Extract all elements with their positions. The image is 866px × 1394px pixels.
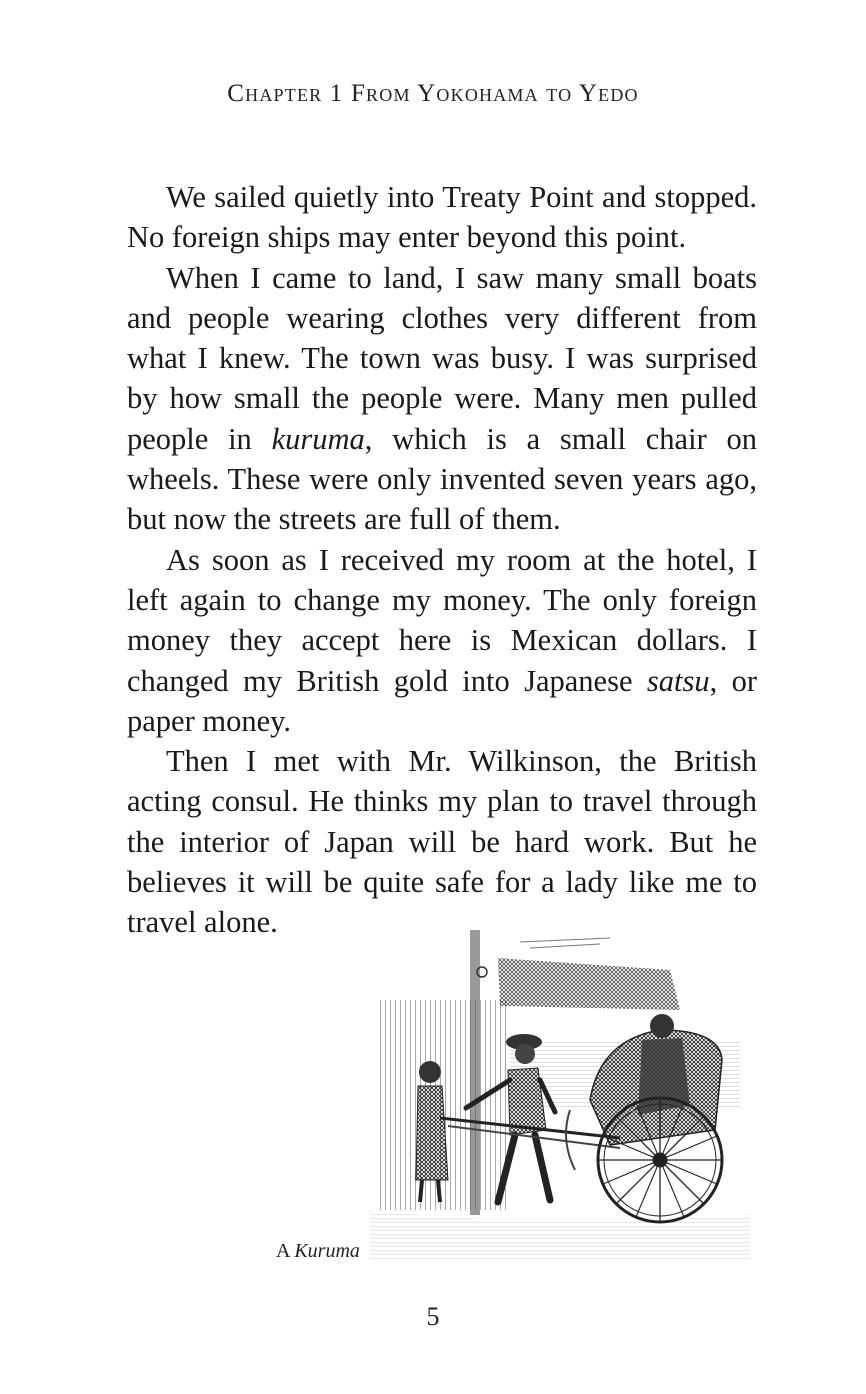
kuruma-engraving bbox=[370, 930, 752, 1260]
figure-caption bbox=[276, 1240, 360, 1263]
paragraph-2-start: When I came to land, I saw many small boats and people wearing clothes very different from what I knew. The town was busy. I was surprised by how small the people were. Many men pulled people in bbox=[127, 260, 757, 456]
term-kuruma: kuruma bbox=[271, 421, 365, 456]
paragraph-2-end: , which is a small chair on wheels. These were only invented seven years ago, but now the streets are full of them. bbox=[127, 421, 757, 537]
paragraph-3-end: , or paper money. bbox=[127, 663, 757, 738]
roof bbox=[498, 958, 680, 1010]
carriage-wheel bbox=[598, 1098, 722, 1222]
paragraph-4: Then I met with Mr. Wilkinson, the British acting consul. He thinks my plan to travel through the interior of Japan will be hard work. But he believes it will be quite safe for a lady like me to travel alone. bbox=[127, 744, 757, 940]
term-satsu: satsu bbox=[646, 663, 710, 698]
paragraph-2 bbox=[127, 258, 757, 540]
body-text bbox=[127, 177, 757, 943]
paragraph-3 bbox=[127, 540, 757, 741]
caption-term: Kuruma bbox=[294, 1240, 360, 1262]
paragraph-3-start: As soon as I received my room at the hotel, I left again to change my money. The only foreign money they accept here is Mexican dollars. I changed my British gold into Japanese bbox=[127, 542, 757, 698]
running-head: Chapter 1 From Yokohama to Yedo bbox=[227, 80, 639, 107]
caption-prefix: A bbox=[276, 1240, 290, 1262]
page-number: 5 bbox=[426, 1302, 440, 1331]
paragraph-1: We sailed quietly into Treaty Point and stopped. No foreign ships may enter beyond this point. bbox=[127, 180, 757, 255]
